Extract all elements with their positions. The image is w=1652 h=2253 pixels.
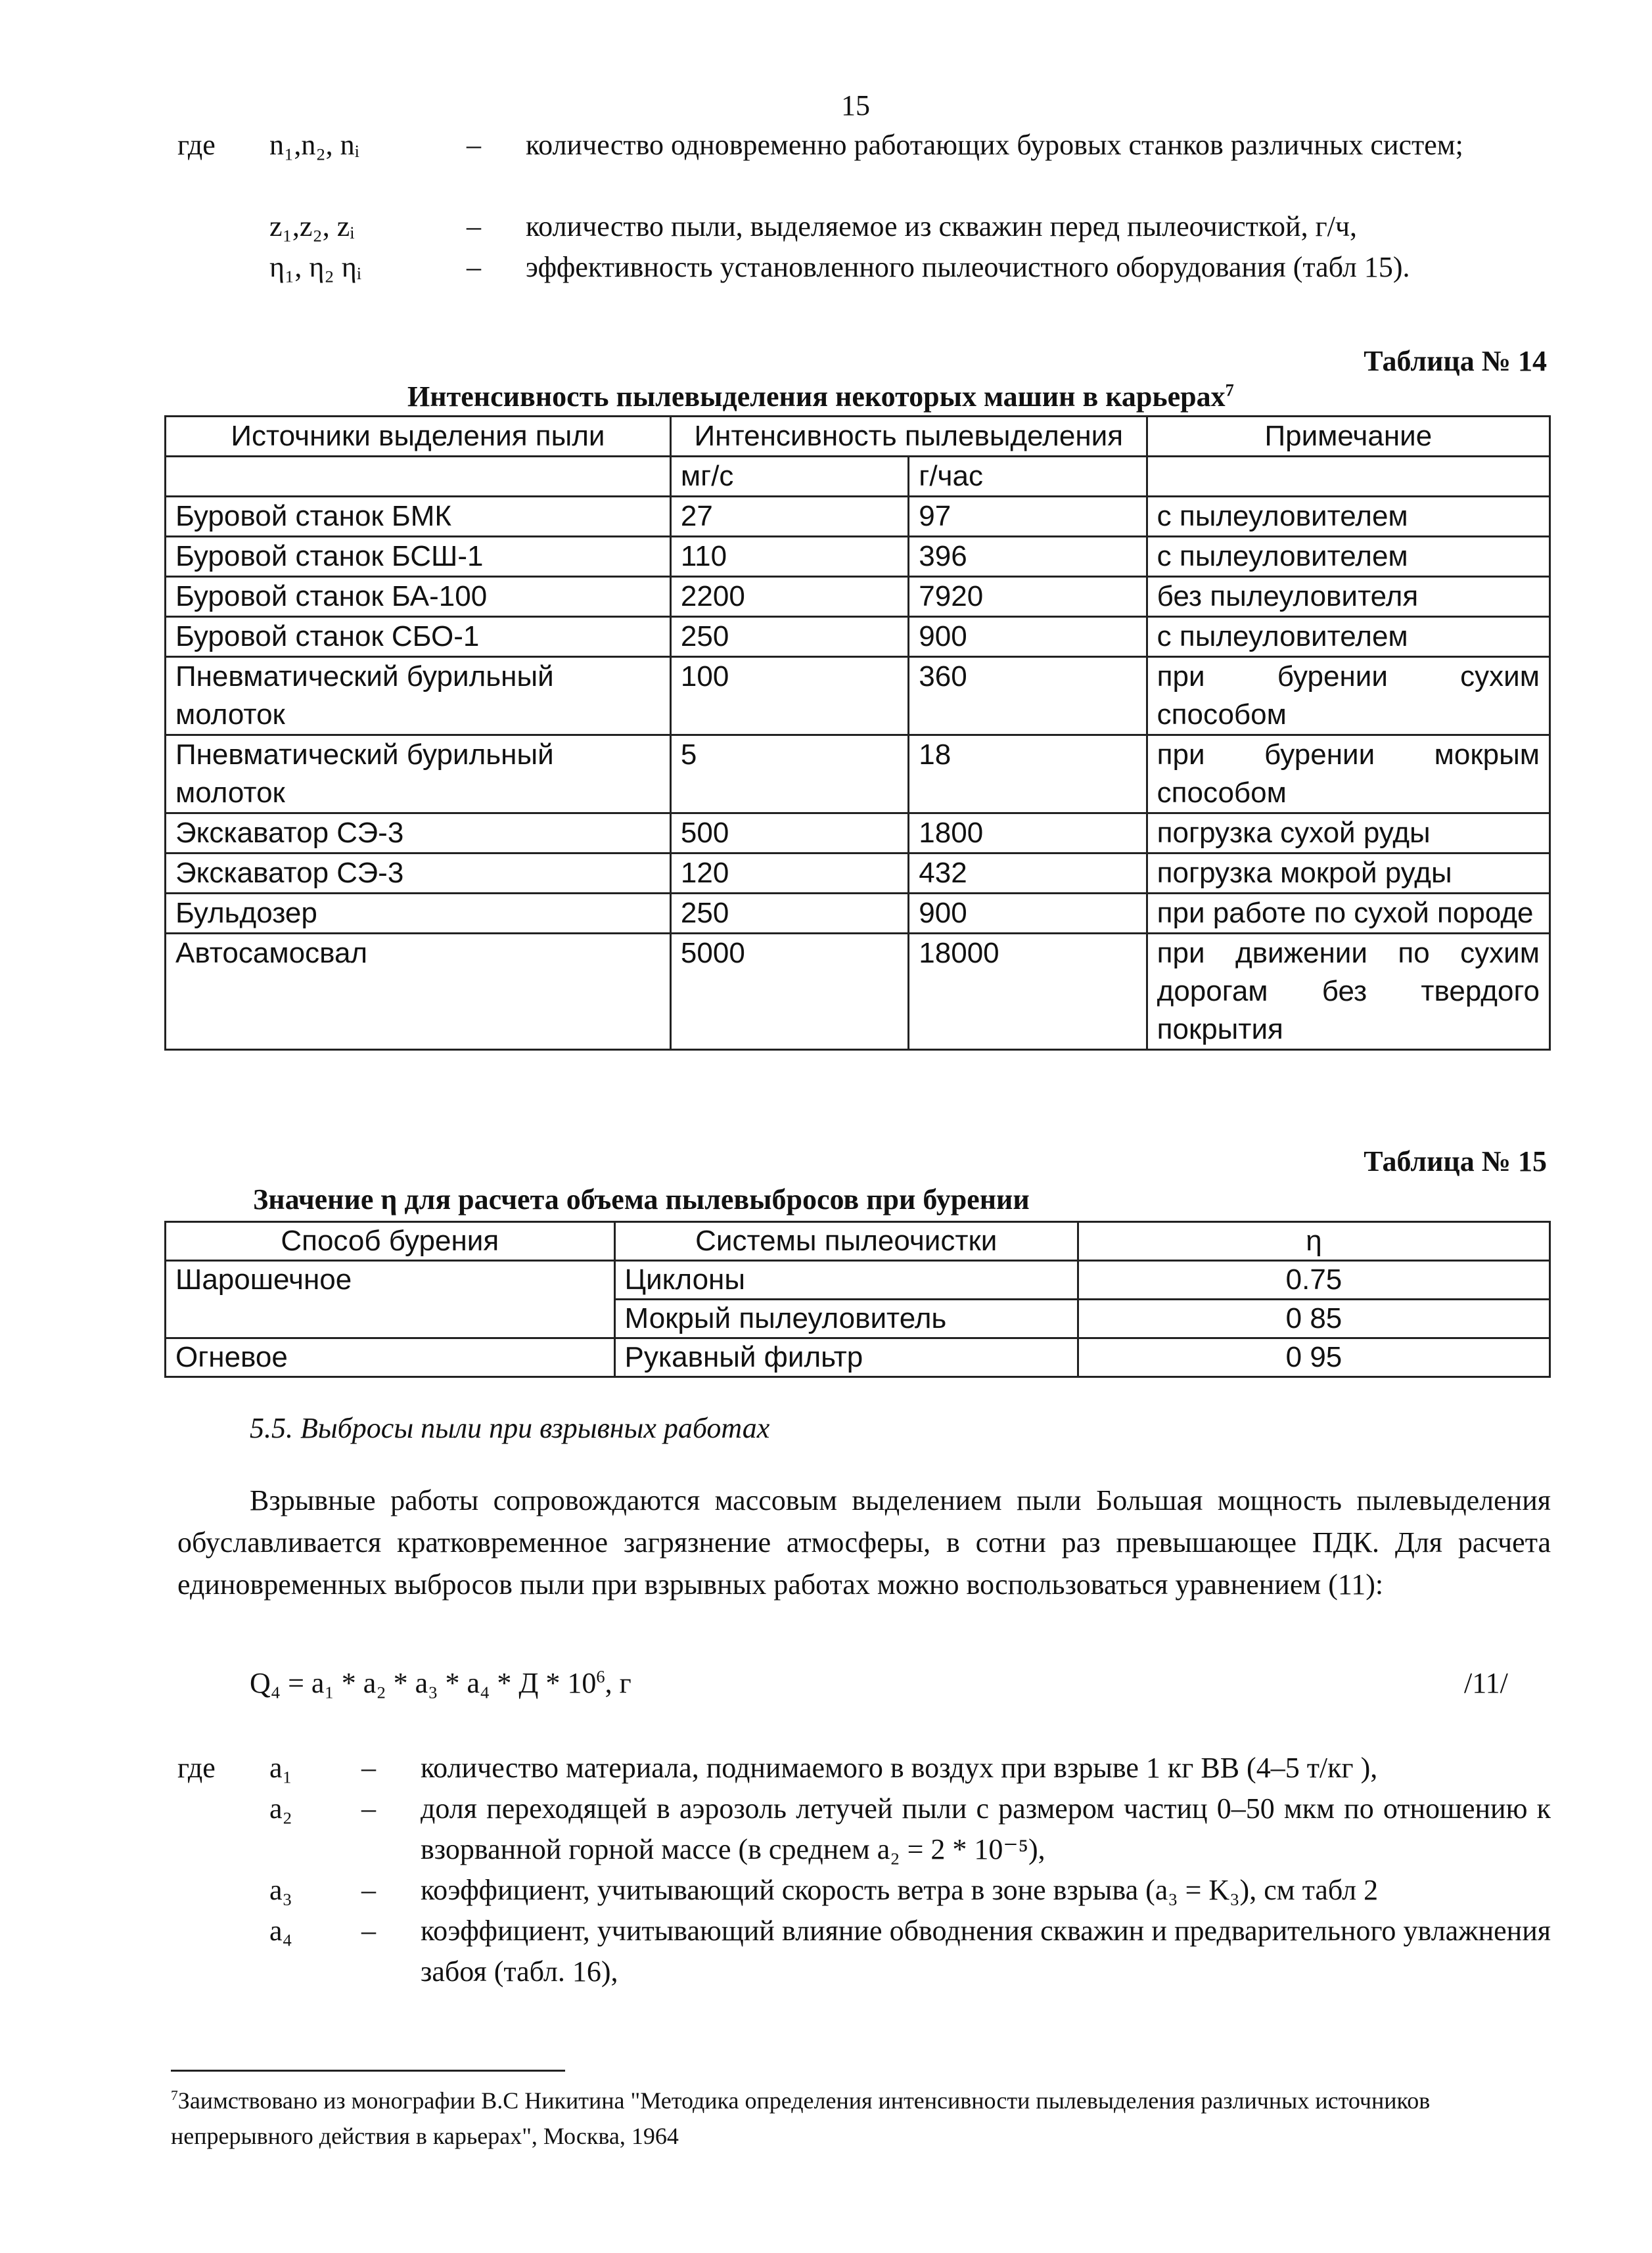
header-note: Примечание	[1147, 417, 1549, 457]
cell-mgs: 110	[670, 537, 908, 577]
definition-text: коэффициент, учитывающий скорость ветра в зоне взрыва (a₃ = K₃), см табл 2	[421, 1874, 1379, 1906]
definition-row	[177, 1870, 1551, 1911]
cell-system: Рукавный фильтр	[614, 1338, 1078, 1377]
definition-symbol: a₁	[269, 1752, 292, 1784]
definition-dash: –	[467, 210, 481, 242]
cell-method: Шарошечное	[166, 1261, 615, 1300]
definition-row	[177, 247, 1551, 288]
definition-lead: где	[177, 1752, 216, 1784]
cell-system: Циклоны	[614, 1261, 1078, 1300]
cell-note: при движении по сухим дорогам без твердого покрытия	[1147, 934, 1549, 1050]
cell-mgs: 100	[670, 657, 908, 735]
cell-gh: 432	[909, 853, 1147, 894]
cell-gh: 18	[909, 735, 1147, 813]
top-definitions	[177, 125, 1551, 288]
cell-source: Экскаватор СЭ-3	[166, 853, 671, 894]
cell-gh: 900	[909, 617, 1147, 657]
cell-gh: 18000	[909, 934, 1147, 1050]
table-row	[166, 894, 1550, 934]
cell-source: Буровой станок БА-100	[166, 577, 671, 617]
definition-symbol: η₁, η₂ ηᵢ	[269, 251, 361, 283]
footnote-marker: 7	[171, 2087, 178, 2103]
cell-mgs: 500	[670, 813, 908, 853]
footnote-divider	[171, 2070, 565, 2072]
table15-title: Значение η для расчета объема пылевыбросов при бурении	[253, 1183, 1030, 1216]
empty-cell	[1147, 457, 1549, 497]
table14-title-text: Интенсивность пылевыделения некоторых машин в карьерах	[407, 380, 1226, 413]
page-number: 15	[841, 89, 870, 122]
definition-row	[177, 1748, 1551, 1788]
formula	[250, 1666, 631, 1700]
definition-row	[177, 125, 1551, 206]
table14-caption: Таблица № 14	[1364, 345, 1547, 377]
table-row	[166, 657, 1550, 735]
empty-cell	[166, 457, 671, 497]
cell-mgs: 250	[670, 894, 908, 934]
cell-method	[166, 1300, 615, 1338]
table-row	[166, 853, 1550, 894]
body-paragraph	[177, 1480, 1551, 1606]
definition-dash: –	[467, 129, 481, 161]
definition-text: коэффициент, учитывающий влияние обводнения скважин и предварительного увлажнения забоя (табл. 16),	[421, 1915, 1551, 1988]
formula-exponent: 6	[596, 1666, 605, 1687]
cell-mgs: 120	[670, 853, 908, 894]
header-intensity: Интенсивность пылевыделения	[670, 417, 1147, 457]
header-unit-gh: г/час	[909, 457, 1147, 497]
table14	[164, 415, 1551, 1051]
table-unit-row	[166, 457, 1550, 497]
definition-row	[177, 206, 1551, 247]
table-row	[166, 537, 1550, 577]
cell-note: при работе по сухой породе	[1147, 894, 1549, 934]
table-header-row	[166, 417, 1550, 457]
cell-system: Мокрый пылеуловитель	[614, 1300, 1078, 1338]
definition-text: эффективность установленного пылеочистного оборудования (табл 15).	[526, 251, 1410, 283]
cell-gh: 900	[909, 894, 1147, 934]
cell-gh: 360	[909, 657, 1147, 735]
definition-text: количество материала, поднимаемого в воздух при взрыве 1 кг ВВ (4–5 т/кг ),	[421, 1752, 1378, 1784]
cell-note: с пылеуловителем	[1147, 497, 1549, 537]
table-row	[166, 1338, 1550, 1377]
cell-method: Огневое	[166, 1338, 615, 1377]
header-system: Системы пылеочистки	[614, 1222, 1078, 1261]
cell-eta: 0 95	[1078, 1338, 1549, 1377]
definition-dash: –	[467, 251, 481, 283]
cell-source: Пневматический бурильный молоток	[166, 657, 671, 735]
definition-row	[177, 1788, 1551, 1870]
table-header-row	[166, 1222, 1550, 1261]
cell-eta: 0 85	[1078, 1300, 1549, 1338]
cell-note: погрузка мокрой руды	[1147, 853, 1549, 894]
bottom-definitions	[177, 1748, 1551, 1992]
table-row	[166, 577, 1550, 617]
cell-mgs: 2200	[670, 577, 908, 617]
cell-source: Автосамосвал	[166, 934, 671, 1050]
header-unit-mgs: мг/с	[670, 457, 908, 497]
cell-source: Бульдозер	[166, 894, 671, 934]
table-row	[166, 735, 1550, 813]
definition-symbol: a₄	[269, 1915, 292, 1947]
cell-gh: 97	[909, 497, 1147, 537]
table-row	[166, 934, 1550, 1050]
formula-number: /11/	[1464, 1667, 1508, 1699]
formula-tail: , г	[605, 1667, 631, 1699]
table-row	[166, 813, 1550, 853]
cell-gh: 7920	[909, 577, 1147, 617]
definition-dash: –	[361, 1874, 376, 1906]
cell-mgs: 5000	[670, 934, 908, 1050]
cell-gh: 396	[909, 537, 1147, 577]
table-row	[166, 497, 1550, 537]
definition-symbol: z₁,z₂, zᵢ	[269, 210, 355, 242]
cell-source: Буровой станок СБО-1	[166, 617, 671, 657]
cell-mgs: 250	[670, 617, 908, 657]
header-eta: η	[1078, 1222, 1549, 1261]
definition-row	[177, 1911, 1551, 1992]
footnote-text: Заимствовано из монографии В.С Никитина "Методика определения интенсивности пылевыделения различных источников непрерывного действия в карьерах", Москва, 1964	[171, 2087, 1431, 2149]
definition-text: количество пыли, выделяемое из скважин перед пылеочисткой, г/ч,	[526, 210, 1357, 242]
paragraph-text: Взрывные работы сопровождаются массовым выделением пыли Большая мощность пылевыделения обуславливается кратковременное загрязнение атмосферы, в сотни раз превышающее ПДК. Для расчета единовременных выбросов пыли при взрывных работах можно воспользоваться уравнением (11):	[177, 1484, 1551, 1601]
cell-mgs: 5	[670, 735, 908, 813]
definition-dash: –	[361, 1792, 376, 1825]
cell-eta: 0.75	[1078, 1261, 1549, 1300]
definition-symbol: n₁,n₂, nᵢ	[269, 129, 359, 161]
cell-gh: 1800	[909, 813, 1147, 853]
footnote	[171, 2078, 1551, 2154]
table-row	[166, 1300, 1550, 1338]
table15	[164, 1221, 1551, 1378]
definition-text: доля переходящей в аэрозоль летучей пыли с размером частиц 0–50 мкм по отношению к взорванной горной массе (в среднем a₂ = 2 * 10⁻⁵),	[421, 1792, 1551, 1865]
table-row	[166, 1261, 1550, 1300]
definition-text: количество одновременно работающих буровых станков различных систем;	[526, 129, 1463, 161]
cell-note: при бурении сухим способом	[1147, 657, 1549, 735]
definition-dash: –	[361, 1915, 376, 1947]
cell-source: Буровой станок БМК	[166, 497, 671, 537]
cell-note: при бурении мокрым способом	[1147, 735, 1549, 813]
header-source: Источники выделения пыли	[166, 417, 671, 457]
definition-symbol: a₃	[269, 1874, 292, 1906]
formula-text: Q₄ = a₁ * a₂ * a₃ * a₄ * Д * 10	[250, 1667, 597, 1699]
table15-caption: Таблица № 15	[1364, 1145, 1547, 1177]
cell-note: без пылеуловителя	[1147, 577, 1549, 617]
footnote-marker: 7	[1225, 380, 1234, 400]
header-method: Способ бурения	[166, 1222, 615, 1261]
table-row	[166, 617, 1550, 657]
cell-source: Пневматический бурильный молоток	[166, 735, 671, 813]
cell-note: погрузка сухой руды	[1147, 813, 1549, 853]
cell-note: с пылеуловителем	[1147, 617, 1549, 657]
cell-source: Буровой станок БСШ-1	[166, 537, 671, 577]
table14-title	[407, 380, 1234, 413]
cell-note: с пылеуловителем	[1147, 537, 1549, 577]
cell-source: Экскаватор СЭ-3	[166, 813, 671, 853]
definition-symbol: a₂	[269, 1792, 292, 1825]
definition-lead: где	[177, 129, 216, 161]
section-title: 5.5. Выбросы пыли при взрывных работах	[250, 1412, 770, 1444]
definition-dash: –	[361, 1752, 376, 1784]
cell-mgs: 27	[670, 497, 908, 537]
